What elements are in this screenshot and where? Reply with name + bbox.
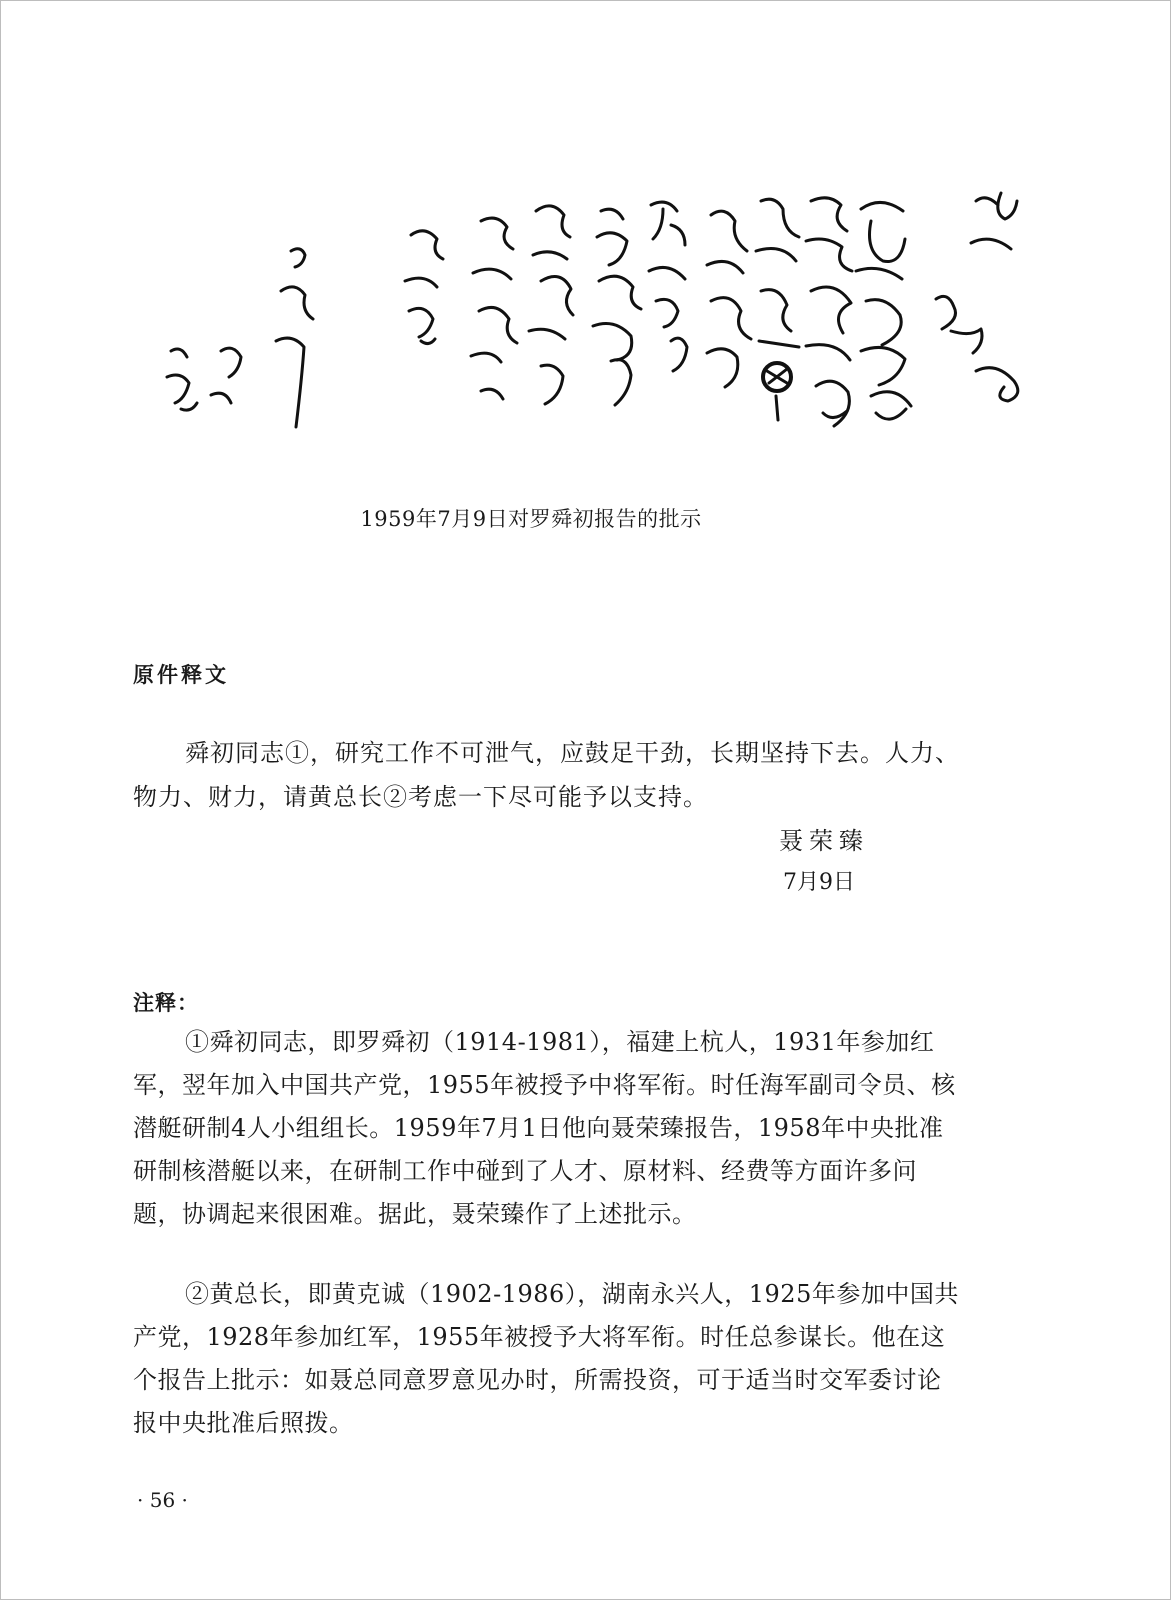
image-caption: 1959年7月9日对罗舜初报告的批示 xyxy=(360,507,702,531)
transcript-heading: 原件释文 xyxy=(133,663,229,687)
handwritten-manuscript-image xyxy=(71,181,1031,491)
note-2: ②黄总长，即黄克诚（1902-1986），湖南永兴人，1925年参加中国共产党，1928年参加红军，1955年被授予大将军衔。时任总参谋长。他在这个报告上批示：如聂总同意罗意见办时，所需投资，可于适当时交军委讨论报中央批准后照拨。 xyxy=(133,1280,959,1437)
transcript-body: 舜初同志①，研究工作不可泄气，应鼓足干劲，长期坚持下去。人力、物力、财力，请黄总长②考虑一下尽可能予以支持。 xyxy=(133,739,960,811)
notes-heading: 注释： xyxy=(133,991,199,1015)
signature-name: 聂荣臻 xyxy=(779,827,869,855)
page-number: · 56 · xyxy=(137,1488,188,1512)
note-1: ①舜初同志，即罗舜初（1914-1981），福建上杭人，1931年参加红军，翌年加入中国共产党，1955年被授予中将军衔。时任海军副司令员、核潜艇研制4人小组组长。1959年7月1日他向聂荣臻报告，1958年中央批准研制核潜艇以来，在研制工作中碰到了人才、原材料、经费等方面许多问题，协调起来很困难。据此，聂荣臻作了上述批示。 xyxy=(133,1028,956,1228)
signature-date: 7月9日 xyxy=(783,870,855,895)
